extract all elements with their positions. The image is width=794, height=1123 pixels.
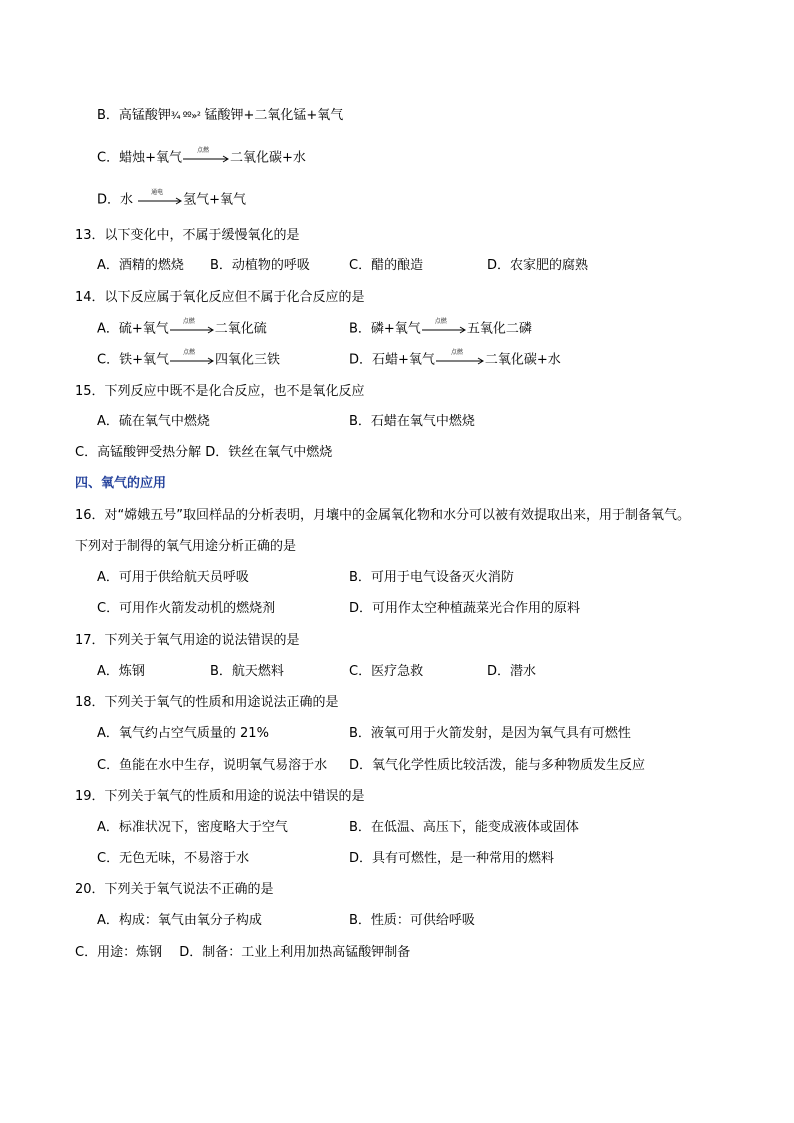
q16-stem-line2: 下列对于制得的氧气用途分析正确的是 — [75, 539, 297, 554]
reaction-condition: 点燃 — [182, 318, 195, 325]
q18-option-a: A．氧气约占空气质量的 21% — [97, 726, 269, 741]
q17-option-b: B．航天燃料 — [210, 664, 284, 679]
reaction-arrow-icon — [137, 191, 183, 209]
reaction-condition: 点燃 — [434, 318, 447, 325]
q19-option-a: A．标准状况下，密度略大于空气 — [97, 820, 288, 835]
section-heading: 四、氧气的应用 — [75, 476, 167, 491]
q18-option-c: C．鱼能在水中生存，说明氧气易溶于水 — [97, 758, 328, 773]
q18-stem: 18．下列关于氧气的性质和用途说法正确的是 — [75, 695, 339, 710]
q20-option-a: A．构成：氧气由氧分子构成 — [97, 913, 262, 928]
q16-option-c: C．可用作火箭发动机的燃烧剂 — [97, 601, 276, 616]
q15-option-cd: C．高锰酸钾受热分解 D．铁丝在氧气中燃烧 — [75, 445, 333, 460]
reaction-condition: 点燃 — [450, 349, 463, 356]
q17-option-c: C．医疗急救 — [349, 664, 424, 679]
q13-option-c: C．醋的酿造 — [349, 258, 424, 273]
option-text: B．高锰酸钾 — [97, 108, 171, 123]
q12-option-b — [97, 107, 343, 126]
q16-option-b: B．可用于电气设备灭火消防 — [349, 570, 514, 585]
option-text: A．硫+氧气 — [97, 321, 169, 337]
q17-option-d: D．潜水 — [487, 664, 537, 679]
reaction-arrow-icon — [421, 320, 467, 338]
q18-option-b: B．液氧可用于火箭发射，是因为氧气具有可燃性 — [349, 726, 631, 741]
q15-option-b: B．石蜡在氧气中燃烧 — [349, 414, 475, 429]
q15-option-a: A．硫在氧气中燃烧 — [97, 414, 210, 429]
q16-option-d: D．可用作太空种植蔬菜光合作用的原料 — [349, 601, 581, 616]
q14-stem: 14．以下反应属于氧化反应但不属于化合反应的是 — [75, 290, 365, 305]
option-text: 二氧化硫 — [214, 321, 267, 337]
option-text: 锰酸钾+二氧化锰+氧气 — [204, 108, 344, 123]
q14-option-b — [349, 320, 532, 339]
option-text: D．石蜡+氧气 — [349, 352, 435, 368]
option-text: C．铁+氧气 — [97, 352, 169, 368]
q13-option-d: D．农家肥的腐熟 — [487, 258, 589, 273]
q20-option-cd: C．用途：炼钢 D．制备：工业上利用加热高锰酸钾制备 — [75, 945, 411, 960]
q13-option-a: A．酒精的燃烧 — [97, 258, 184, 273]
q17-option-a: A．炼钢 — [97, 664, 145, 679]
q17-stem: 17．下列关于氧气用途的说法错误的是 — [75, 633, 300, 648]
q15-stem: 15．下列反应中既不是化合反应，也不是氧化反应 — [75, 384, 365, 399]
q20-stem: 20．下列关于氧气说法不正确的是 — [75, 882, 274, 897]
reaction-arrow-icon — [169, 351, 215, 369]
q19-option-d: D．具有可燃性，是一种常用的燃料 — [349, 851, 555, 866]
option-text: 五氧化二磷 — [466, 321, 532, 337]
option-text: 四氧化三铁 — [214, 352, 280, 368]
reaction-arrow-icon — [182, 149, 230, 167]
reaction-condition: 点燃 — [182, 349, 195, 356]
reaction-arrow-icon — [435, 351, 485, 369]
q14-option-c — [97, 351, 280, 370]
q20-option-b: B．性质：可供给呼吸 — [349, 913, 475, 928]
option-text: C．蜡烛+氧气 — [97, 150, 182, 166]
q12-option-d — [97, 191, 246, 210]
q14-option-d — [349, 351, 561, 370]
q14-option-a — [97, 320, 267, 339]
q18-option-d: D．氧气化学性质比较活泼，能与多种物质发生反应 — [349, 758, 646, 773]
option-text: 二氧化碳+水 — [484, 352, 561, 368]
option-text: 氢气+氧气 — [183, 192, 247, 208]
q19-option-c: C．无色无味，不易溶于水 — [97, 851, 250, 866]
reaction-arrow-icon — [169, 320, 215, 338]
option-text: 二氧化碳+水 — [229, 150, 306, 166]
option-text: D．水 — [97, 192, 134, 208]
q19-stem: 19．下列关于氧气的性质和用途的说法中错误的是 — [75, 789, 365, 804]
q12-option-c — [97, 149, 306, 168]
reaction-condition: 通电 — [151, 189, 164, 196]
reaction-condition: 点燃 — [196, 147, 209, 154]
garbled-condition: ¾ ºº»² — [170, 111, 201, 122]
option-text: B．磷+氧气 — [349, 321, 421, 337]
q16-stem-line1: 16．对“嫦娥五号”取回样品的分析表明，月壤中的金属氧化物和水分可以被有效提取出来，用于制备氧气。 — [75, 508, 691, 523]
q16-option-a: A．可用于供给航天员呼吸 — [97, 570, 249, 585]
q13-option-b: B．动植物的呼吸 — [210, 258, 310, 273]
q19-option-b: B．在低温、高压下，能变成液体或固体 — [349, 820, 579, 835]
q13-stem: 13．以下变化中，不属于缓慢氧化的是 — [75, 228, 300, 243]
